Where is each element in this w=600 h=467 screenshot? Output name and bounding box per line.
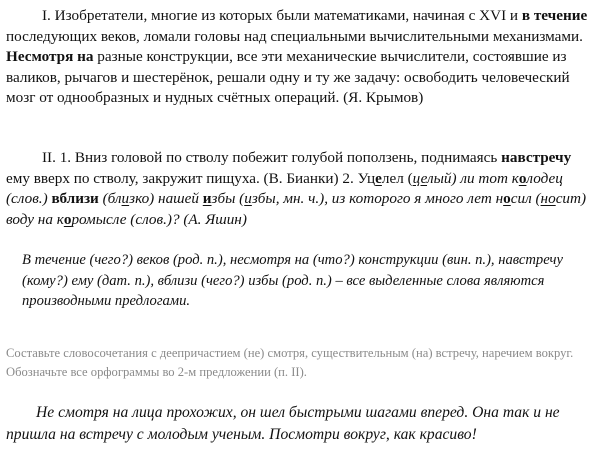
orthogram-letter: о xyxy=(503,190,511,207)
p2-text-c: ему вверх по стволу, закружит пищуха. (В. Бианки) 2. Уц xyxy=(6,169,376,187)
orthogram-letter: и xyxy=(202,190,212,207)
p2-highlight-navstrechu: навстречу xyxy=(501,149,572,166)
paragraph-2 xyxy=(6,148,594,230)
p1-highlight-nesmotrya-na: Несмотря на xyxy=(6,48,94,65)
check-word-part: це xyxy=(412,169,428,187)
p2-text-u: сит) воду на к xyxy=(6,190,587,228)
p2-text-s: сил ( xyxy=(510,190,541,207)
p2-text-w: ромысле (слов.)? (А. Яшин) xyxy=(71,210,247,228)
check-word-part: но xyxy=(540,190,556,207)
p1-text-c: последующих веков, ломали головы над специальными вычислительными механизмами. xyxy=(6,27,583,45)
p2-text-k: (бл xyxy=(98,190,122,207)
p2-text-q: збы, мн. ч.), из которого я много лет н xyxy=(251,190,504,207)
task-text: Составьте словосочетания с деепричастием (не) смотря, существительным (на) встречу, наречием вокруг. Обозначьте все орфограммы во 2-м предложении (п. II). xyxy=(6,346,574,379)
p1-highlight-v-techenie: в течение xyxy=(521,7,588,24)
p2-text-g: лый) ли тот к xyxy=(427,169,519,187)
p2-text-o: збы ( xyxy=(211,190,245,207)
paragraph-1 xyxy=(6,6,594,109)
p1-text-e: разные конструкции, все эти механические вычислители, состоявшие из валиков, рычагов и шестерёнок, решали одну и ту же задачу: освободить человеческий мозг от однообразных и нудных счётных операций. (Я. Крымов) xyxy=(6,48,570,106)
p2-text-a: II. 1. Вниз головой по стволу побежит голубой поползень, поднимаясь xyxy=(42,149,502,166)
p2-text-m: зко) нашей xyxy=(129,190,203,207)
final-answer-text: Не смотря на лица прохожих, он шел быстрыми шагами вперед. Она так и не пришла на встречу с молодым ученым. Посмотри вокруг, как красиво! xyxy=(6,404,560,443)
check-letter: и xyxy=(121,190,130,207)
answer-text: В течение (чего?) веков (род. п.), несмотря на (что?) конструкции (вин. п.), навстречу (кому?) ему (дат. п.), вблизи (чего?) избы (род. п.) – все выделенные слова являются производными предлогами. xyxy=(22,252,563,309)
orthogram-letter: е xyxy=(375,169,382,187)
orthogram-letter: о xyxy=(63,210,72,228)
p1-text-a: I. Изобретатели, многие из которых были математиками, начиная с XVI и xyxy=(42,7,522,24)
orthogram-letter: о xyxy=(518,169,527,187)
p2-text-i: лодец (слов.) xyxy=(6,169,563,207)
p2-text-e: лел ( xyxy=(381,169,413,187)
check-letter: и xyxy=(244,190,252,207)
p2-highlight-vblizi: вблизи xyxy=(51,190,99,207)
